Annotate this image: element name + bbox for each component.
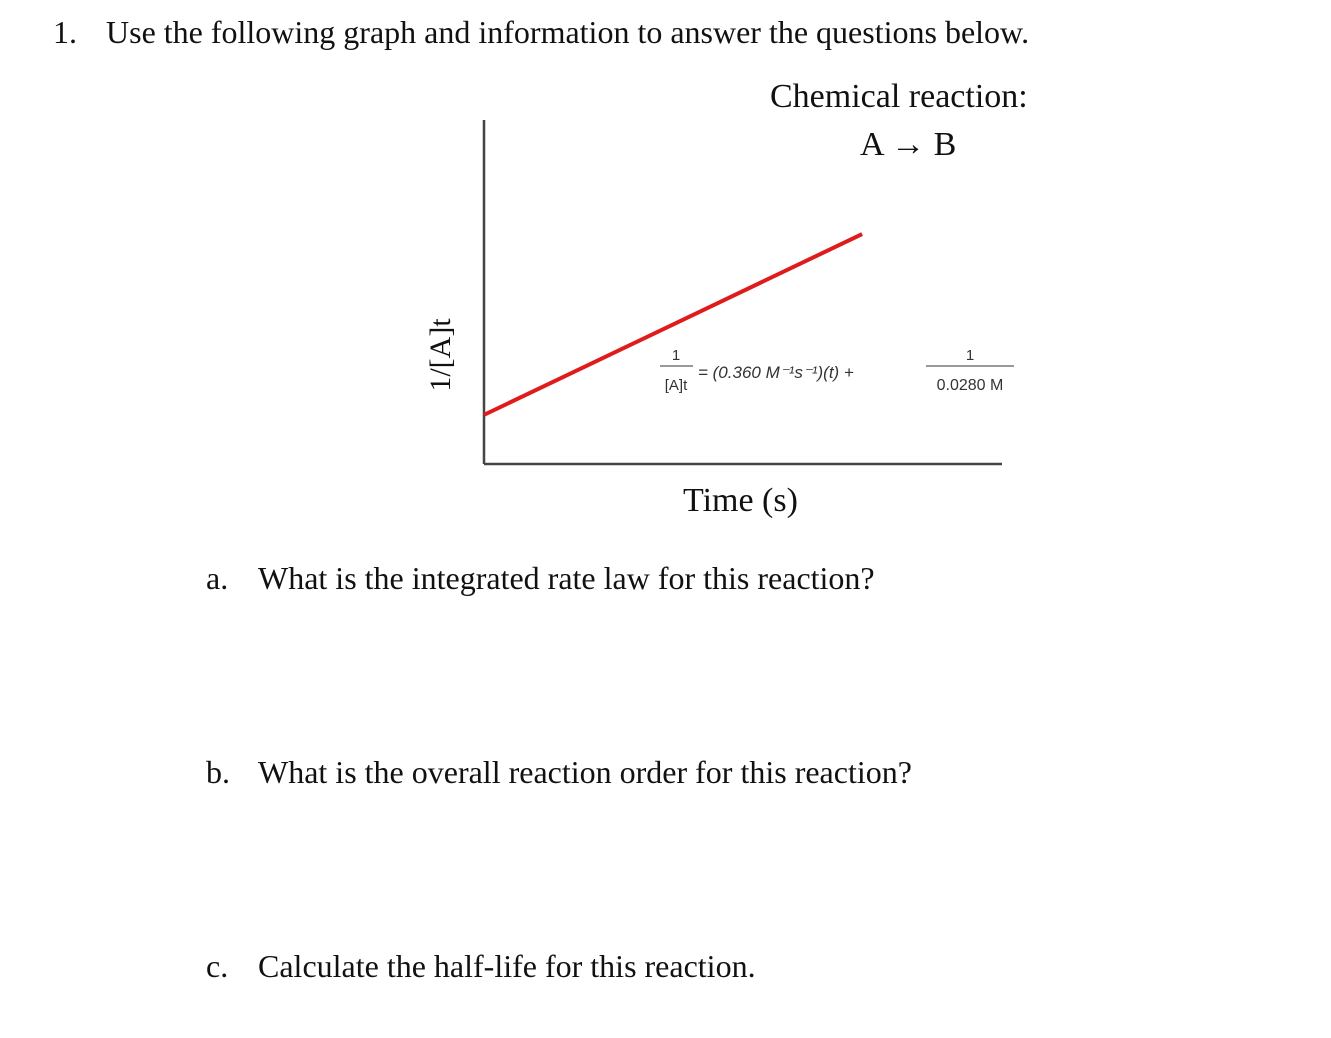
part-b-letter: b. bbox=[206, 754, 230, 790]
reaction-title: Chemical reaction: bbox=[770, 78, 1028, 115]
question-number: 1. bbox=[53, 14, 77, 50]
reaction-equation: A → B bbox=[860, 126, 957, 163]
rhs-denominator: 0.0280 M bbox=[936, 377, 1004, 394]
lhs-numerator: 1 bbox=[671, 347, 681, 364]
rate-graph bbox=[380, 110, 1020, 480]
part-c-letter: c. bbox=[206, 948, 229, 984]
equation-middle: = (0.360 M⁻¹s⁻¹)(t) + bbox=[698, 363, 854, 382]
question-text: Use the following graph and information to answer the questions below. bbox=[106, 14, 1030, 50]
part-a-letter: a. bbox=[206, 560, 229, 596]
x-axis-label: Time (s) bbox=[683, 482, 798, 519]
rhs-numerator: 1 bbox=[965, 347, 975, 364]
rate-equation bbox=[660, 347, 1014, 394]
part-b-text: What is the overall reaction order for this reaction? bbox=[258, 754, 912, 790]
lhs-denominator: [A]t bbox=[664, 377, 688, 394]
y-axis-label bbox=[424, 318, 457, 392]
svg-text:1/[A]t: 1/[A]t bbox=[424, 318, 457, 392]
part-c-text: Calculate the half-life for this reaction. bbox=[258, 948, 756, 984]
part-a-text: What is the integrated rate law for this reaction? bbox=[258, 560, 875, 596]
